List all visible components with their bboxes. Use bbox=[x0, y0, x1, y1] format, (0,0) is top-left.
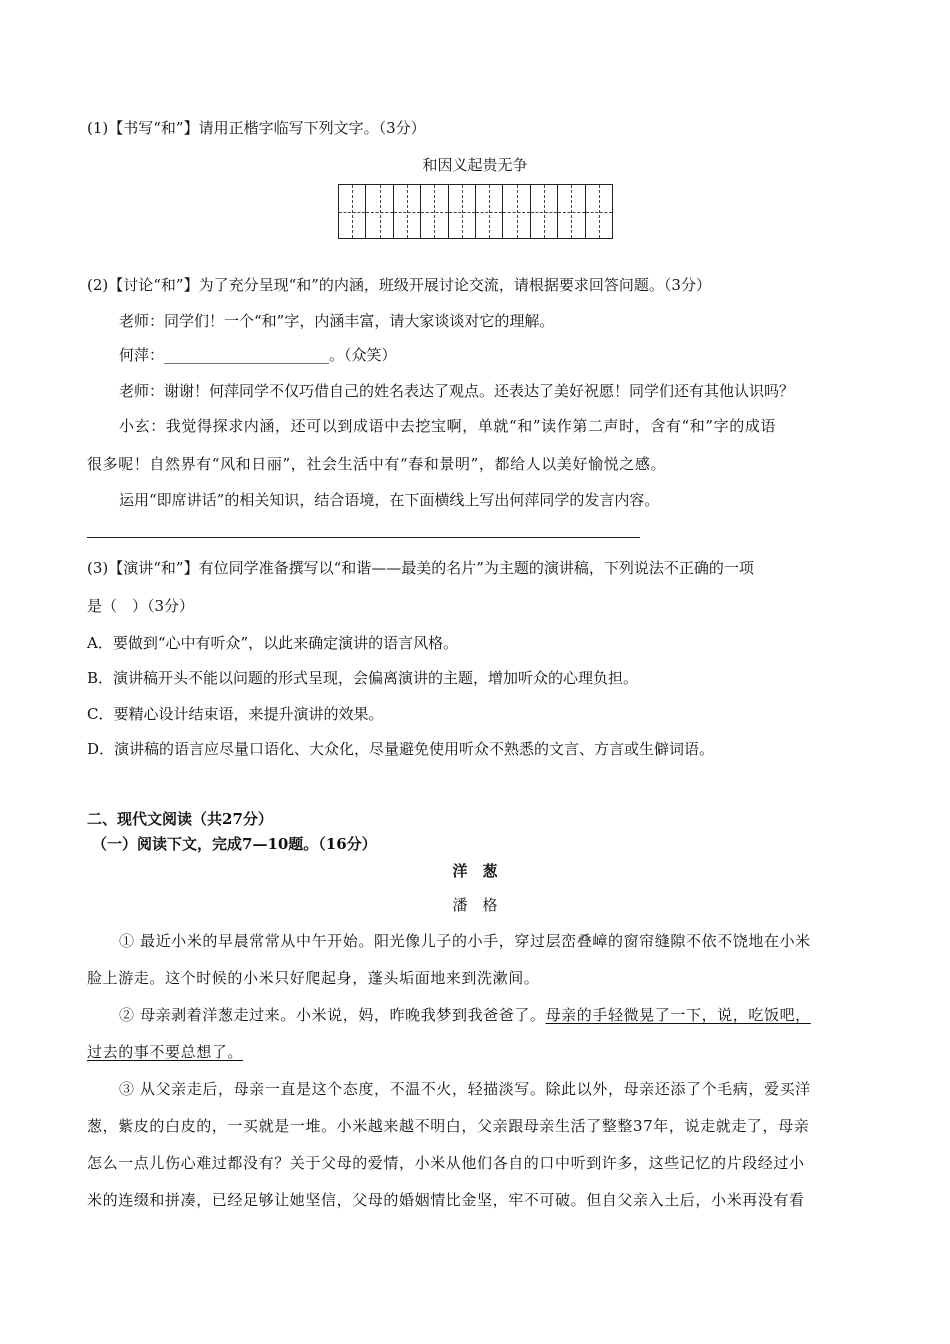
paragraph-1-line-1: ① 最近小米的早晨常常从中午开始。阳光像儿子的小手，穿过层峦叠嶂的窗帘缝隙不依不饶地在小米 bbox=[119, 932, 811, 950]
paragraph-2-line-1 bbox=[119, 1005, 867, 1025]
grid-cell[interactable] bbox=[476, 185, 503, 238]
grid-cell[interactable] bbox=[531, 185, 558, 238]
paragraph-3-line-2: 葱，紫皮的白皮的，一买就是一堆。小米越来越不明白，父亲跟母亲生活了整整37年，说走就走了，母亲 bbox=[87, 1117, 810, 1135]
q1-copy-text: 和因义起贵无争 bbox=[422, 156, 528, 174]
q3-option-b[interactable]: B．演讲稿开头不能以问题的形式呈现，会偏离演讲的主题，增加听众的心理负担。 bbox=[87, 669, 639, 687]
dialogue-xiaoxuan-2: 很多呢！自然界有“风和日丽”，社会生活中有“春和景明”，都给人以美好愉悦之感。 bbox=[87, 455, 667, 473]
paragraph-1-line-2: 脸上游走。这个时候的小米只好爬起身，蓬头垢面地来到洗漱间。 bbox=[87, 969, 540, 987]
q3-option-c[interactable]: C．要精心设计结束语，来提升演讲的效果。 bbox=[87, 705, 384, 723]
paragraph-2-underlined-2: 过去的事不要总想了。 bbox=[87, 1043, 244, 1061]
paragraph-3-line-1: ③ 从父亲走后，母亲一直是这个态度，不温不火，轻描淡写。除此以外，母亲还添了个毛病，爱买洋 bbox=[119, 1080, 811, 1098]
dialogue-xiaoxuan-1: 小玄：我觉得探求内涵，还可以到成语中去挖宝啊，单就“和”读作第二声时，含有“和”字的成语 bbox=[119, 417, 777, 435]
dialogue-teacher-2: 老师：谢谢！何萍同学不仅巧借自己的姓名表达了观点。还表达了美好祝愿！同学们还有其他认识吗？ bbox=[119, 382, 795, 400]
grid-cell[interactable] bbox=[394, 185, 421, 238]
paragraph-3-line-3: 怎么一点儿伤心难过都没有？关于父母的爱情，小米从他们各自的口中听到许多，这些记忆的片段经过小 bbox=[87, 1154, 805, 1172]
paragraph-2-line-2 bbox=[87, 1042, 867, 1062]
grid-cell[interactable] bbox=[421, 185, 448, 238]
q2-instruction: 运用“即席讲话”的相关知识，结合语境，在下面横线上写出何萍同学的发言内容。 bbox=[119, 491, 660, 509]
dialogue-heping: 何萍：______________________。（众笑） bbox=[119, 346, 397, 364]
q3-option-d[interactable]: D．演讲稿的语言应尽量口语化、大众化，尽量避免使用听众不熟悉的文言、方言或生僻词语。 bbox=[87, 740, 715, 758]
dialogue-teacher-1: 老师：同学们！一个“和”字，内涵丰富，请大家谈谈对它的理解。 bbox=[119, 312, 555, 330]
writing-grid[interactable] bbox=[338, 184, 613, 239]
grid-cell[interactable] bbox=[449, 185, 476, 238]
grid-cell[interactable] bbox=[339, 185, 366, 238]
grid-cell[interactable] bbox=[558, 185, 585, 238]
section-heading: 二、现代文阅读（共27分） bbox=[87, 810, 273, 828]
q3-prompt-line2: 是（ ）（3分） bbox=[87, 597, 195, 615]
q2-prompt: (2)【讨论“和”】为了充分呈现“和”的内涵，班级开展讨论交流，请根据要求回答问题。（3分） bbox=[87, 276, 711, 294]
q3-option-a[interactable]: A．要做到“心中有听众”，以此来确定演讲的语言风格。 bbox=[87, 634, 459, 652]
paragraph-3-line-4: 米的连缀和拼凑，已经足够让她坚信，父母的婚姻情比金坚，牢不可破。但自父亲入土后，小米再没有看 bbox=[87, 1191, 805, 1209]
grid-cell[interactable] bbox=[503, 185, 530, 238]
q1-prompt: (1)【书写“和”】请用正楷字临写下列文字。（3分） bbox=[87, 119, 426, 137]
passage-author: 潘 格 bbox=[452, 896, 498, 914]
paragraph-2-plain: ② 母亲剥着洋葱走过来。小米说，妈，昨晚我梦到我爸爸了。 bbox=[119, 1006, 546, 1024]
paragraph-2-underlined-1: 母亲的手轻微晃了一下，说，吃饭吧， bbox=[545, 1006, 811, 1024]
section-subheading: （一）阅读下文，完成7—10题。（16分） bbox=[92, 835, 377, 853]
passage-title: 洋 葱 bbox=[452, 862, 498, 880]
answer-line[interactable] bbox=[87, 537, 640, 538]
q3-prompt-line1: (3)【演讲“和”】有位同学准备撰写以“和谐——最美的名片”为主题的演讲稿，下列说法不正确的一项 bbox=[87, 559, 754, 577]
grid-cell[interactable] bbox=[586, 185, 612, 238]
grid-cell[interactable] bbox=[366, 185, 393, 238]
